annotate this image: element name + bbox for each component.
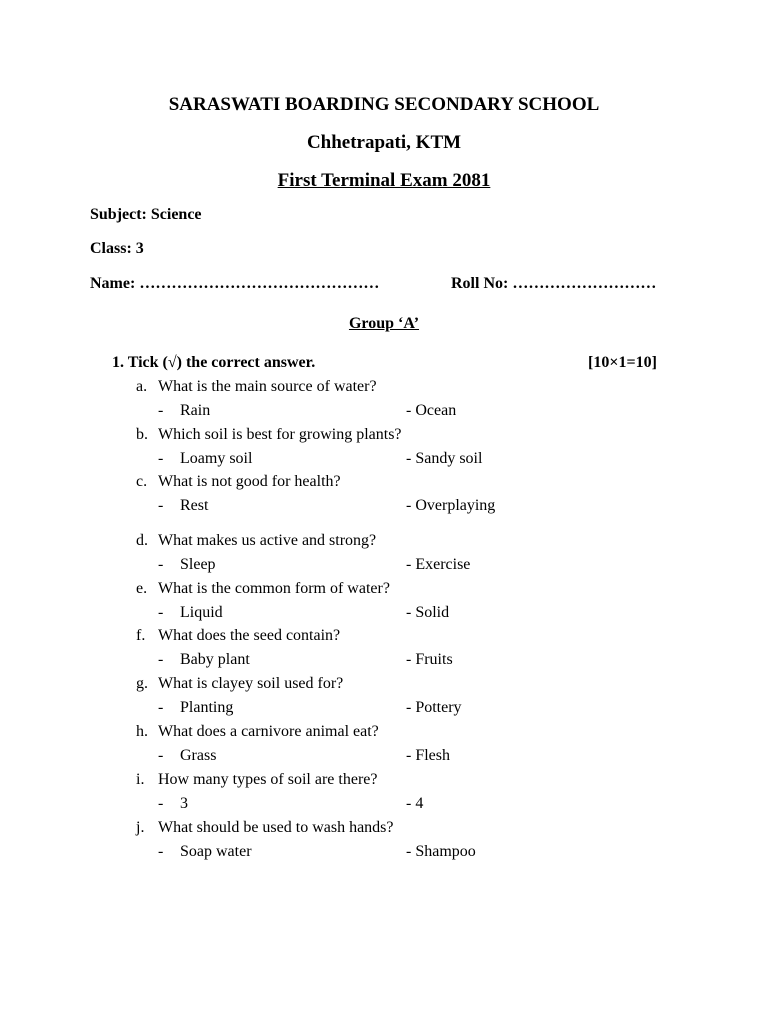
class-label: Class: 3 <box>90 240 144 257</box>
option-dash: - <box>158 497 164 514</box>
question-letter: d. <box>136 532 148 549</box>
option-a: Rest <box>180 497 209 514</box>
option-b: - 4 <box>406 795 424 812</box>
question-text: What is clayey soil used for? <box>158 675 344 692</box>
name-field: Name: ……………………………………… <box>90 275 380 292</box>
question-letter: i. <box>136 771 145 788</box>
option-a: Sleep <box>180 556 216 573</box>
question-text: What should be used to wash hands? <box>158 819 394 836</box>
option-a: Liquid <box>180 604 223 621</box>
question-heading: 1. Tick (√) the correct answer. <box>112 354 316 371</box>
option-dash: - <box>158 402 164 419</box>
option-dash: - <box>158 795 164 812</box>
school-location: Chhetrapati, KTM <box>306 132 462 153</box>
question-text: How many types of soil are there? <box>158 771 378 788</box>
question-letter: f. <box>136 627 146 644</box>
question-letter: h. <box>136 723 148 740</box>
option-b: - Ocean <box>406 402 457 419</box>
question-text: Which soil is best for growing plants? <box>158 426 402 443</box>
option-a: 3 <box>180 795 188 812</box>
option-dash: - <box>158 651 164 668</box>
question-letter: e. <box>136 580 148 597</box>
question-letter: c. <box>136 473 148 490</box>
marks-label: [10×1=10] <box>588 354 657 371</box>
question-text: What does a carnivore animal eat? <box>158 723 379 740</box>
roll-no-field: Roll No: ……………………… <box>451 275 657 292</box>
school-name: SARASWATI BOARDING SECONDARY SCHOOL <box>168 94 600 115</box>
option-a: Soap water <box>180 843 252 860</box>
question-text: What is not good for health? <box>158 473 341 490</box>
question-text: What does the seed contain? <box>158 627 341 644</box>
option-dash: - <box>158 604 164 621</box>
option-a: Rain <box>180 402 211 419</box>
option-b: - Fruits <box>406 651 453 668</box>
subject-label: Subject: Science <box>90 206 202 223</box>
option-b: - Sandy soil <box>406 450 483 467</box>
question-letter: a. <box>136 378 148 395</box>
option-b: - Shampoo <box>406 843 476 860</box>
option-b: - Exercise <box>406 556 471 573</box>
question-text: What is the common form of water? <box>158 580 390 597</box>
question-text: What makes us active and strong? <box>158 532 377 549</box>
group-heading: Group ‘A’ <box>348 315 420 332</box>
option-a: Grass <box>180 747 217 764</box>
question-letter: j. <box>136 819 145 836</box>
option-b: - Pottery <box>406 699 462 716</box>
option-dash: - <box>158 556 164 573</box>
option-dash: - <box>158 747 164 764</box>
option-dash: - <box>158 450 164 467</box>
question-text: What is the main source of water? <box>158 378 377 395</box>
option-a: Planting <box>180 699 234 716</box>
option-dash: - <box>158 699 164 716</box>
option-b: - Solid <box>406 604 450 621</box>
option-b: - Flesh <box>406 747 450 764</box>
option-b: - Overplaying <box>406 497 496 514</box>
option-dash: - <box>158 843 164 860</box>
question-letter: b. <box>136 426 148 443</box>
option-a: Baby plant <box>180 651 250 668</box>
question-letter: g. <box>136 675 148 692</box>
exam-title: First Terminal Exam 2081 <box>277 170 491 191</box>
option-a: Loamy soil <box>180 450 253 467</box>
